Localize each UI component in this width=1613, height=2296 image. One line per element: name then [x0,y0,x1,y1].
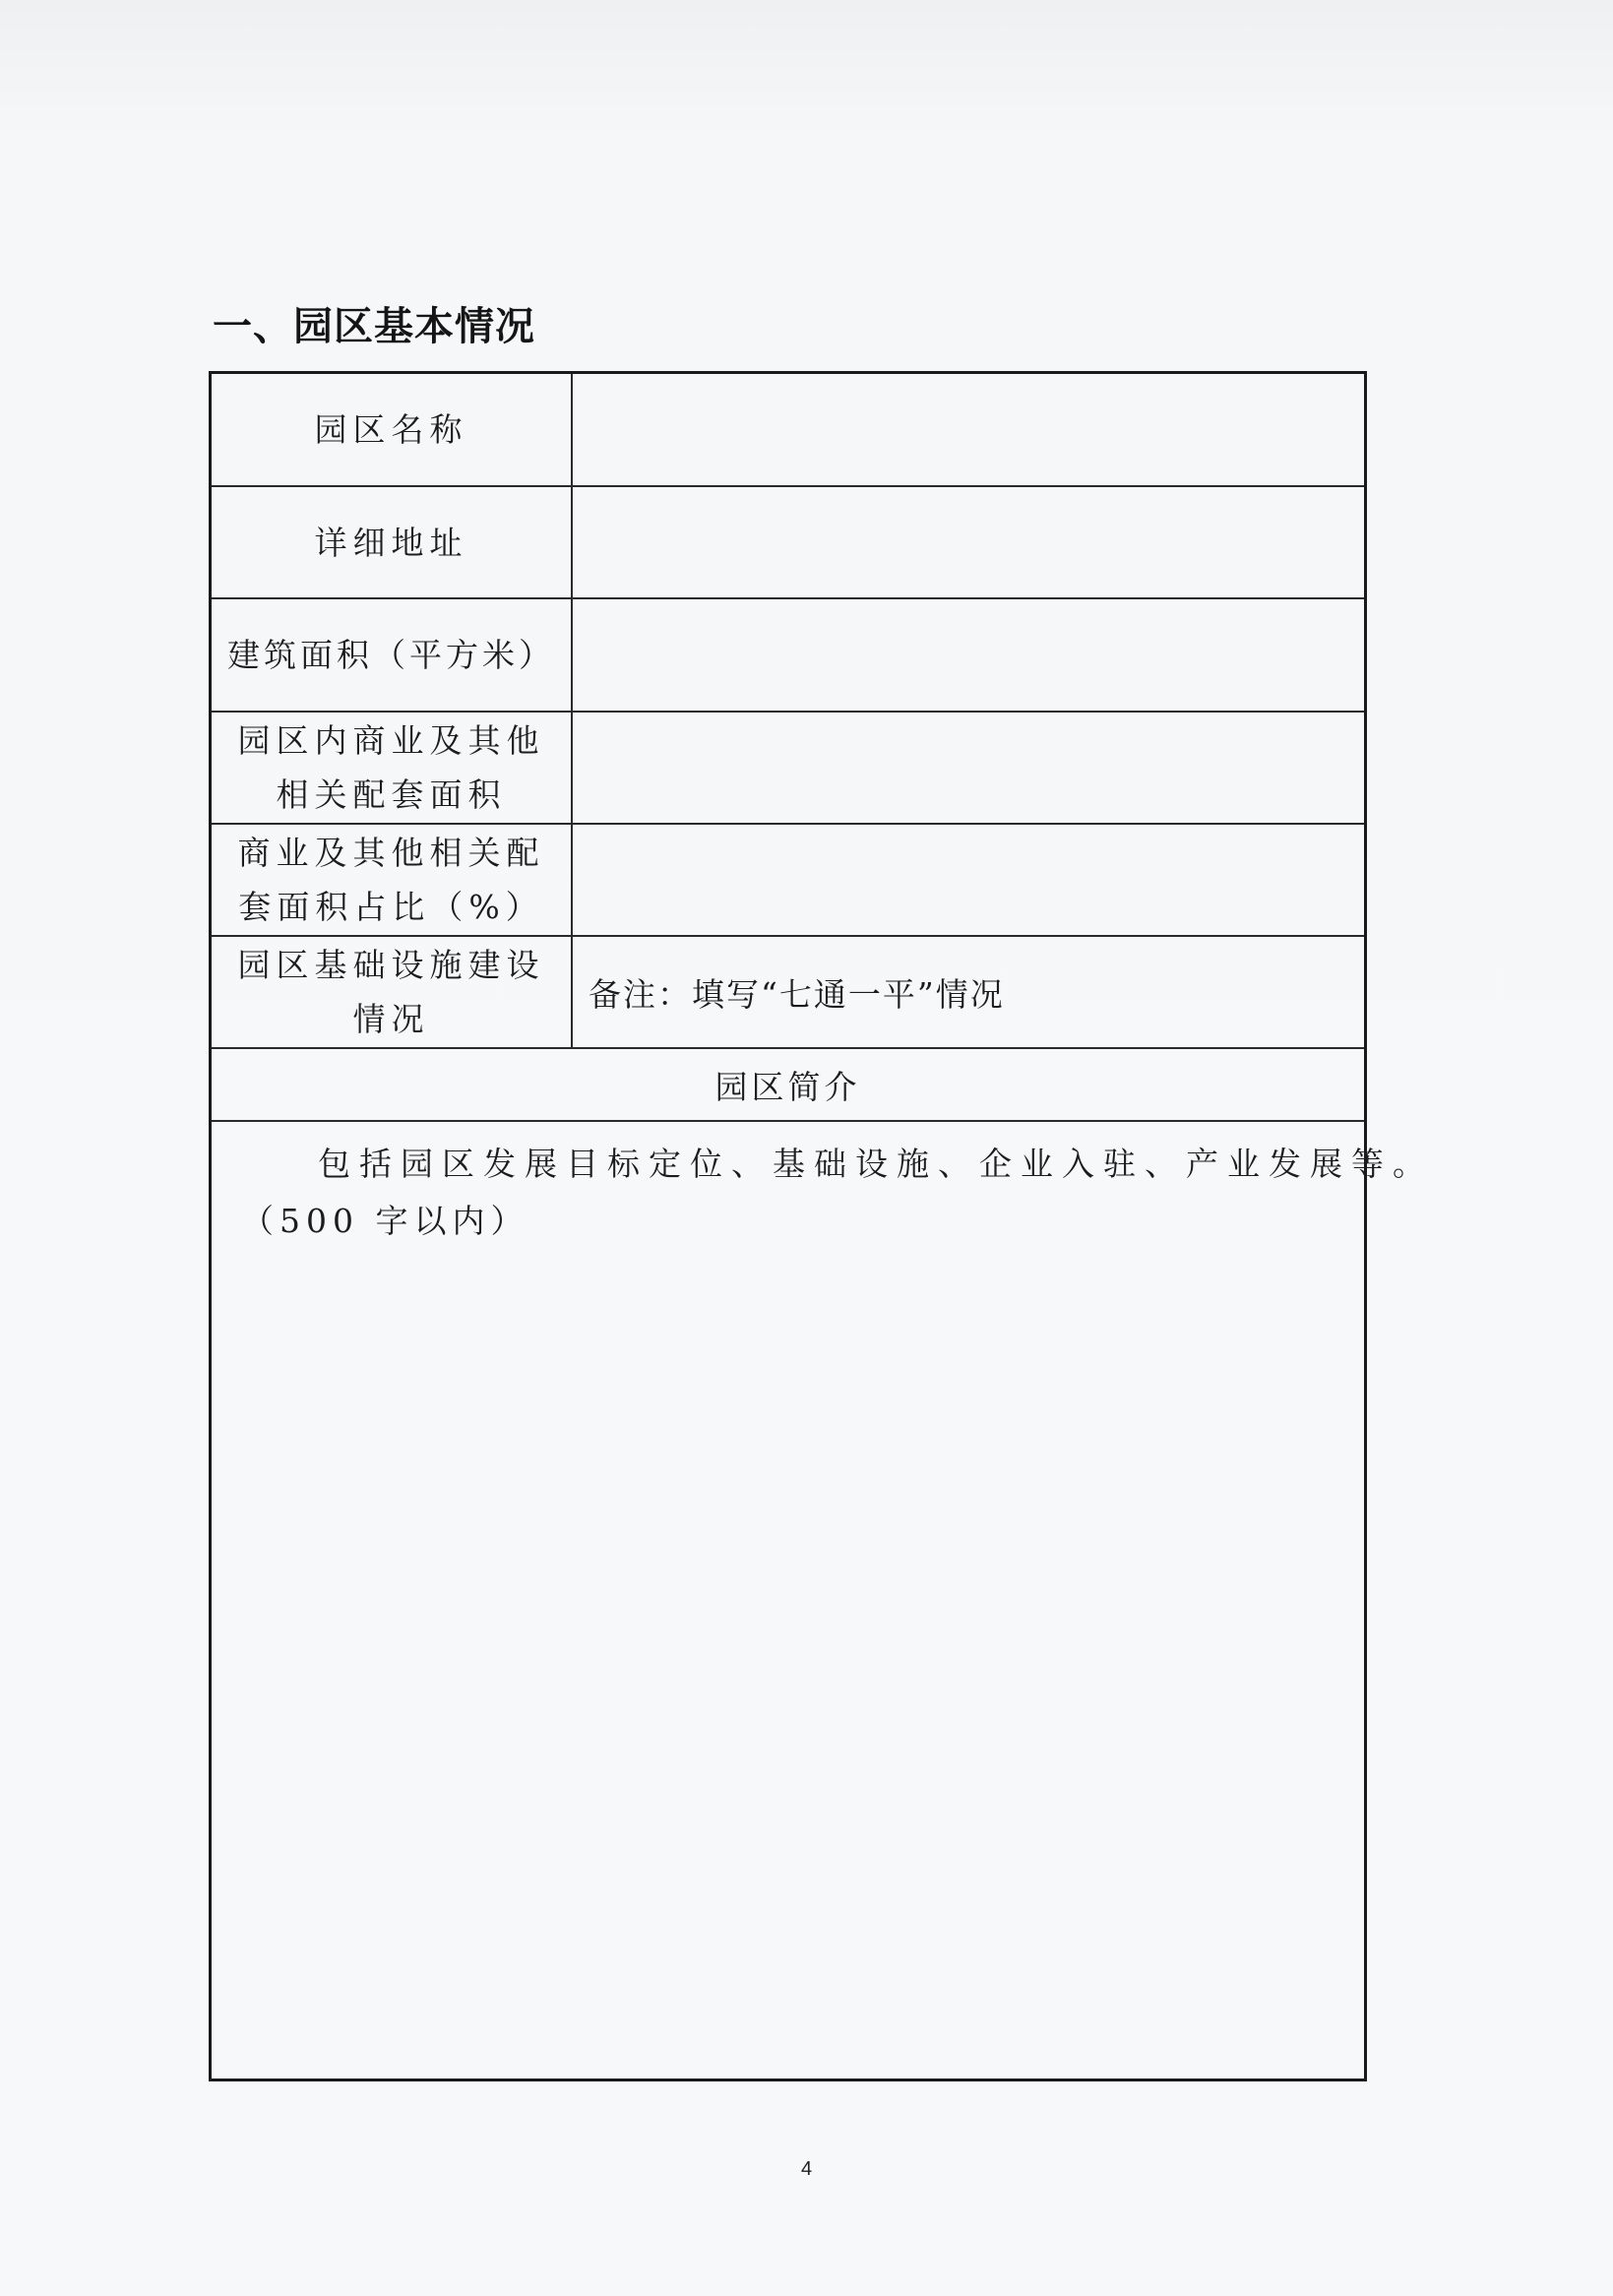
building-area-field[interactable] [573,599,1364,711]
intro-field[interactable] [212,1122,1434,2079]
form-row-infrastructure [212,937,1364,1049]
commercial-area-field[interactable] [573,713,1364,823]
intro-instruction: 包括园区发展目标定位、基础设施、企业入驻、产业发展等。 [318,1145,1434,1183]
form-row-park-name [212,374,1364,487]
park-name-field[interactable] [573,374,1364,485]
row-label-address: 详细地址 [212,487,573,597]
intro-header: 园区简介 [212,1049,1364,1122]
row-label-commercial-area: 园区内商业及其他相关配套面积 [212,713,573,823]
form-row-building-area [212,599,1364,713]
row-label-park-name: 园区名称 [212,374,573,485]
infrastructure-field[interactable]: 备注：填写“七通一平”情况 [589,974,1005,1014]
row-label-building-area: 建筑面积（平方米） [212,599,573,711]
form-row-address [212,487,1364,599]
row-label-infrastructure: 园区基础设施建设情况 [212,937,573,1047]
section-title: 一、园区基本情况 [213,304,535,349]
page-number: 4 [800,2158,813,2180]
park-info-form [209,371,1434,2081]
row-label-commercial-ratio: 商业及其他相关配套面积占比（%） [212,825,573,935]
form-row-commercial-ratio [212,825,1364,937]
commercial-ratio-field[interactable] [573,825,1364,935]
intro-length-note: （500 字以内） [241,1202,529,1240]
address-field[interactable] [573,487,1364,597]
form-row-commercial-area [212,713,1364,825]
